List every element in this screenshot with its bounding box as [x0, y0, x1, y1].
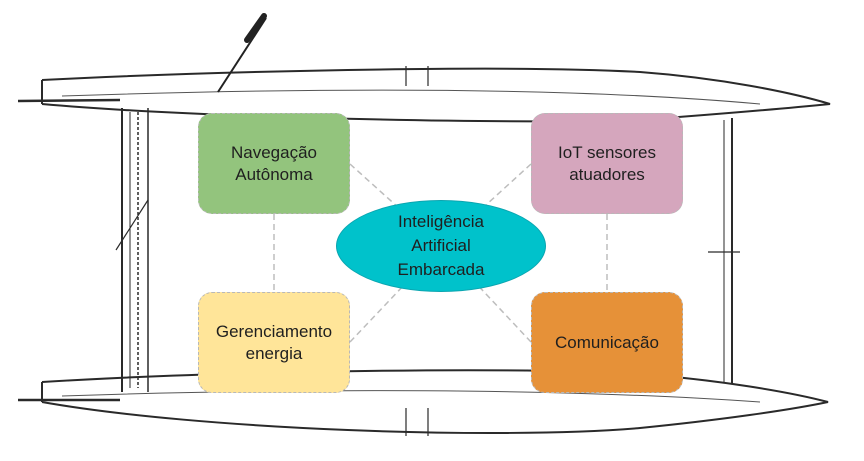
node-ia-label: Inteligência Artificial Embarcada [397, 212, 485, 279]
node-navegacao-label: Navegação Autônoma [230, 142, 317, 184]
node-inteligencia-artificial [336, 200, 546, 292]
lower-hull [18, 370, 828, 436]
upper-hull [18, 16, 830, 121]
left-crossbeam [116, 108, 148, 392]
node-iot-label: IoT sensores atuadores [558, 142, 656, 184]
right-crossbeam [708, 118, 740, 384]
node-comunicacao [531, 292, 683, 393]
node-gerenciamento [198, 292, 350, 393]
node-iot-sensores [531, 113, 683, 214]
node-navegacao [198, 113, 350, 214]
node-comunicacao-label: Comunicação [555, 332, 659, 352]
node-gerenciamento-label: Gerenciamento energia [215, 321, 333, 363]
